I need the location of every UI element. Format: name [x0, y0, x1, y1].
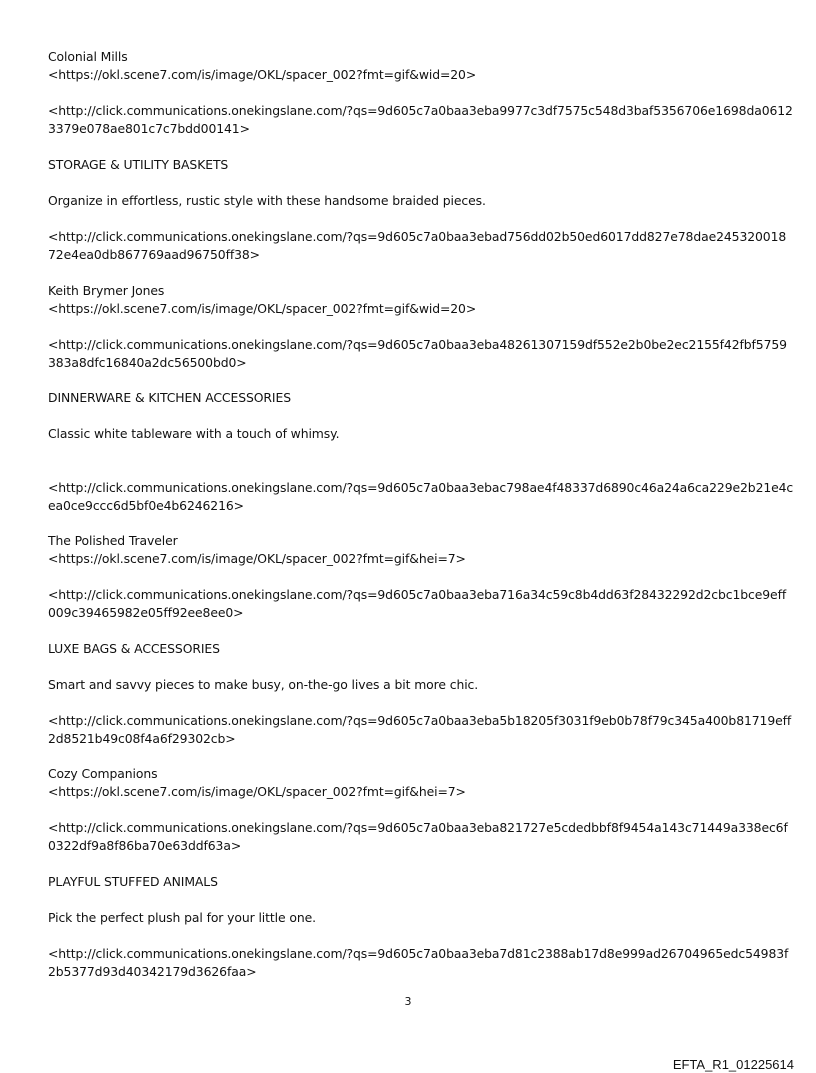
tracking-link[interactable]: <http://click.communications.onekingslane.com/?qs=9d605c7a0baa3eba48261307159df552e2b0be2ec2155f42fbf5759 — [48, 337, 787, 352]
tracking-link-cont[interactable]: 383a8dfc16840a2dc56500bd0> — [48, 355, 247, 370]
section-description: Organize in effortless, rustic style with these handsome braided pieces. — [48, 193, 486, 208]
brand-name: The Polished Traveler — [48, 533, 178, 548]
tracking-link[interactable]: <http://click.communications.onekingslane.com/?qs=9d605c7a0baa3ebad756dd02b50ed6017dd827e78dae245320018 — [48, 229, 787, 244]
tracking-link-cont[interactable]: 2b5377d93d40342179d3626faa> — [48, 964, 257, 979]
tracking-link[interactable]: <http://click.communications.onekingslane.com/?qs=9d605c7a0baa3eba5b18205f3031f9eb0b78f79c345a400b81719eff — [48, 713, 792, 728]
tracking-link-cont[interactable]: 009c39465982e05ff92ee8ee0> — [48, 605, 244, 620]
section-description: Pick the perfect plush pal for your little one. — [48, 910, 316, 925]
section-description: Classic white tableware with a touch of whimsy. — [48, 426, 340, 441]
tracking-link-cont[interactable]: ea0ce9ccc6d5bf0e4b6246216> — [48, 498, 244, 513]
section-heading: DINNERWARE & KITCHEN ACCESSORIES — [48, 390, 291, 405]
tracking-link[interactable]: <http://click.communications.onekingslane.com/?qs=9d605c7a0baa3eba821727e5cdedbbf8f9454a143c71449a338ec6f — [48, 820, 788, 835]
section-heading: LUXE BAGS & ACCESSORIES — [48, 641, 220, 656]
section-heading: PLAYFUL STUFFED ANIMALS — [48, 874, 218, 889]
section-description: Smart and savvy pieces to make busy, on-the-go lives a bit more chic. — [48, 677, 479, 692]
image-url[interactable]: <https://okl.scene7.com/is/image/OKL/spacer_002?fmt=gif&wid=20> — [48, 67, 477, 82]
tracking-link-cont[interactable]: 0322df9a8f86ba70e63ddf63a> — [48, 838, 242, 853]
image-url[interactable]: <https://okl.scene7.com/is/image/OKL/spacer_002?fmt=gif&hei=7> — [48, 551, 466, 566]
tracking-link-cont[interactable]: 72e4ea0db867769aad96750ff38> — [48, 247, 260, 262]
tracking-link-cont[interactable]: 3379e078ae801c7c7bdd00141> — [48, 121, 250, 136]
tracking-link[interactable]: <http://click.communications.onekingslane.com/?qs=9d605c7a0baa3eba9977c3df7575c548d3baf5356706e1698da0612 — [48, 103, 793, 118]
tracking-link-cont[interactable]: 2d8521b49c08f4a6f29302cb> — [48, 731, 236, 746]
tracking-link[interactable]: <http://click.communications.onekingslane.com/?qs=9d605c7a0baa3ebac798ae4f48337d6890c46a24a6ca229e2b21e4c — [48, 480, 794, 495]
section-heading: STORAGE & UTILITY BASKETS — [48, 157, 229, 172]
brand-name: Cozy Companions — [48, 766, 158, 781]
tracking-link[interactable]: <http://click.communications.onekingslane.com/?qs=9d605c7a0baa3eba716a34c59c8b4dd63f28432292d2cbc1bce9eff — [48, 587, 787, 602]
bates-stamp: EFTA_R1_01225614 — [672, 1057, 794, 1072]
image-url[interactable]: <https://okl.scene7.com/is/image/OKL/spacer_002?fmt=gif&hei=7> — [48, 784, 466, 799]
image-url[interactable]: <https://okl.scene7.com/is/image/OKL/spacer_002?fmt=gif&wid=20> — [48, 301, 477, 316]
brand-name: Colonial Mills — [48, 49, 128, 64]
brand-name: Keith Brymer Jones — [48, 283, 165, 298]
tracking-link[interactable]: <http://click.communications.onekingslane.com/?qs=9d605c7a0baa3eba7d81c2388ab17d8e999ad26704965edc54983f — [48, 946, 789, 961]
page-number: 3 — [404, 995, 412, 1008]
